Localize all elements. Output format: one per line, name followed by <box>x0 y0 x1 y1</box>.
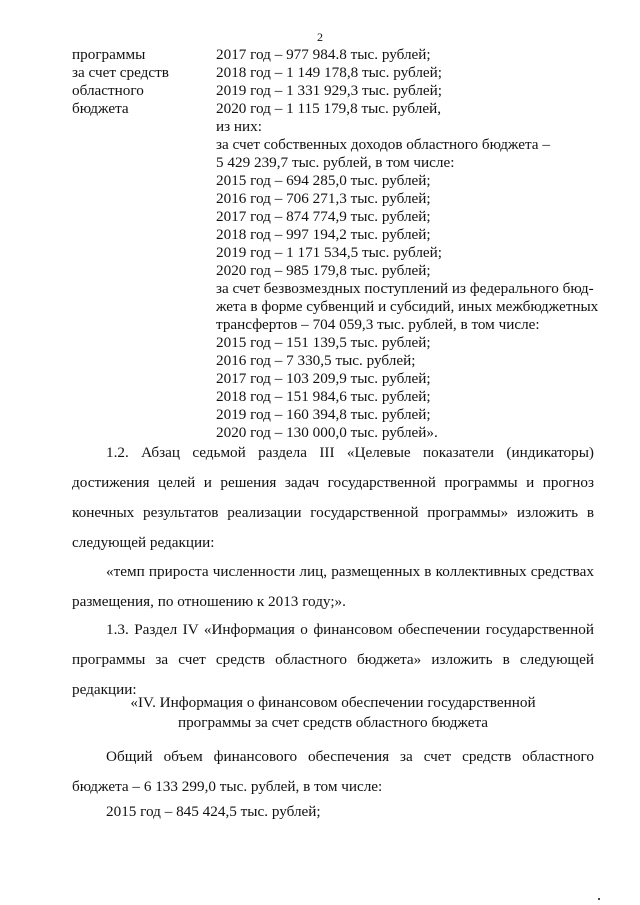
funding-line: 2020 год – 130 000,0 тыс. рублей». <box>216 424 438 441</box>
funding-line: 2016 год – 7 330,5 тыс. рублей; <box>216 352 416 369</box>
label-line: областного <box>72 82 144 99</box>
funding-line: 2015 год – 694 285,0 тыс. рублей; <box>216 172 431 189</box>
funding-line: 2020 год – 1 115 179,8 тыс. рублей, <box>216 100 442 117</box>
section-iv-heading <box>72 693 594 733</box>
funding-line: 2018 год – 151 984,6 тыс. рублей; <box>216 388 431 405</box>
funding-line: трансфертов – 704 059,3 тыс. рублей, в том числе: <box>216 316 540 333</box>
funding-line: 5 429 239,7 тыс. рублей, в том числе: <box>216 154 455 171</box>
quote-1-2-text: «темп прироста численности лиц, размещенных в коллективных средствах размещения, по отношению к 2013 году;». <box>72 563 594 610</box>
year-2015-text: 2015 год – 845 424,5 тыс. рублей; <box>106 803 321 820</box>
funding-line: 2020 год – 985 179,8 тыс. рублей; <box>216 262 431 279</box>
label-line: бюджета <box>72 100 129 117</box>
funding-line: за счет собственных доходов областного бюджета – <box>216 136 550 153</box>
year-2015-paragraph <box>72 797 594 827</box>
quote-1-2-paragraph <box>72 557 594 617</box>
section-1-3-text: 1.3. Раздел IV «Информация о финансовом обеспечении государственной программы за счет средств областного бюджета» изложить в следующей редакции: <box>72 621 594 698</box>
page-number: 2 <box>317 30 323 44</box>
passport-label-column <box>72 46 212 118</box>
section-1-3-paragraph <box>72 615 594 705</box>
section-1-2-text: 1.2. Абзац седьмой раздела III «Целевые показатели (индикаторы) достижения целей и решения задач государственной программы и прогноз конечных результатов реализации государственной программы» изложить в следующей редакции: <box>72 444 594 551</box>
funding-line: 2017 год – 977 984.8 тыс. рублей; <box>216 46 431 63</box>
section-1-2-paragraph <box>72 438 594 558</box>
total-funding-paragraph <box>72 742 594 802</box>
total-funding-text: Общий объем финансового обеспечения за счет средств областного бюджета – 6 133 299,0 тыс. рублей, в том числе: <box>72 748 594 795</box>
funding-line: из них: <box>216 118 262 135</box>
funding-line: 2015 год – 151 139,5 тыс. рублей; <box>216 334 431 351</box>
funding-line: 2018 год – 1 149 178,8 тыс. рублей; <box>216 64 443 81</box>
funding-line: 2016 год – 706 271,3 тыс. рублей; <box>216 190 431 207</box>
funding-line: 2019 год – 160 394,8 тыс. рублей; <box>216 406 431 423</box>
funding-line: 2019 год – 1 331 929,3 тыс. рублей; <box>216 82 443 99</box>
scan-speck <box>598 898 600 900</box>
funding-line: за счет безвозмездных поступлений из федерального бюд- <box>216 280 594 297</box>
label-line: программы <box>72 46 146 63</box>
funding-line: жета в форме субвенций и субсидий, иных межбюджетных <box>216 298 599 315</box>
funding-line: 2018 год – 997 194,2 тыс. рублей; <box>216 226 431 243</box>
funding-line: 2017 год – 103 209,9 тыс. рублей; <box>216 370 431 387</box>
heading-line-2: программы за счет средств областного бюджета <box>177 714 489 731</box>
funding-line: 2017 год – 874 774,9 тыс. рублей; <box>216 208 431 225</box>
label-line: за счет средств <box>72 64 169 81</box>
heading-line-1: «IV. Информация о финансовом обеспечении государственной <box>130 694 536 711</box>
funding-line: 2019 год – 1 171 534,5 тыс. рублей; <box>216 244 443 261</box>
passport-value-column <box>216 46 608 442</box>
